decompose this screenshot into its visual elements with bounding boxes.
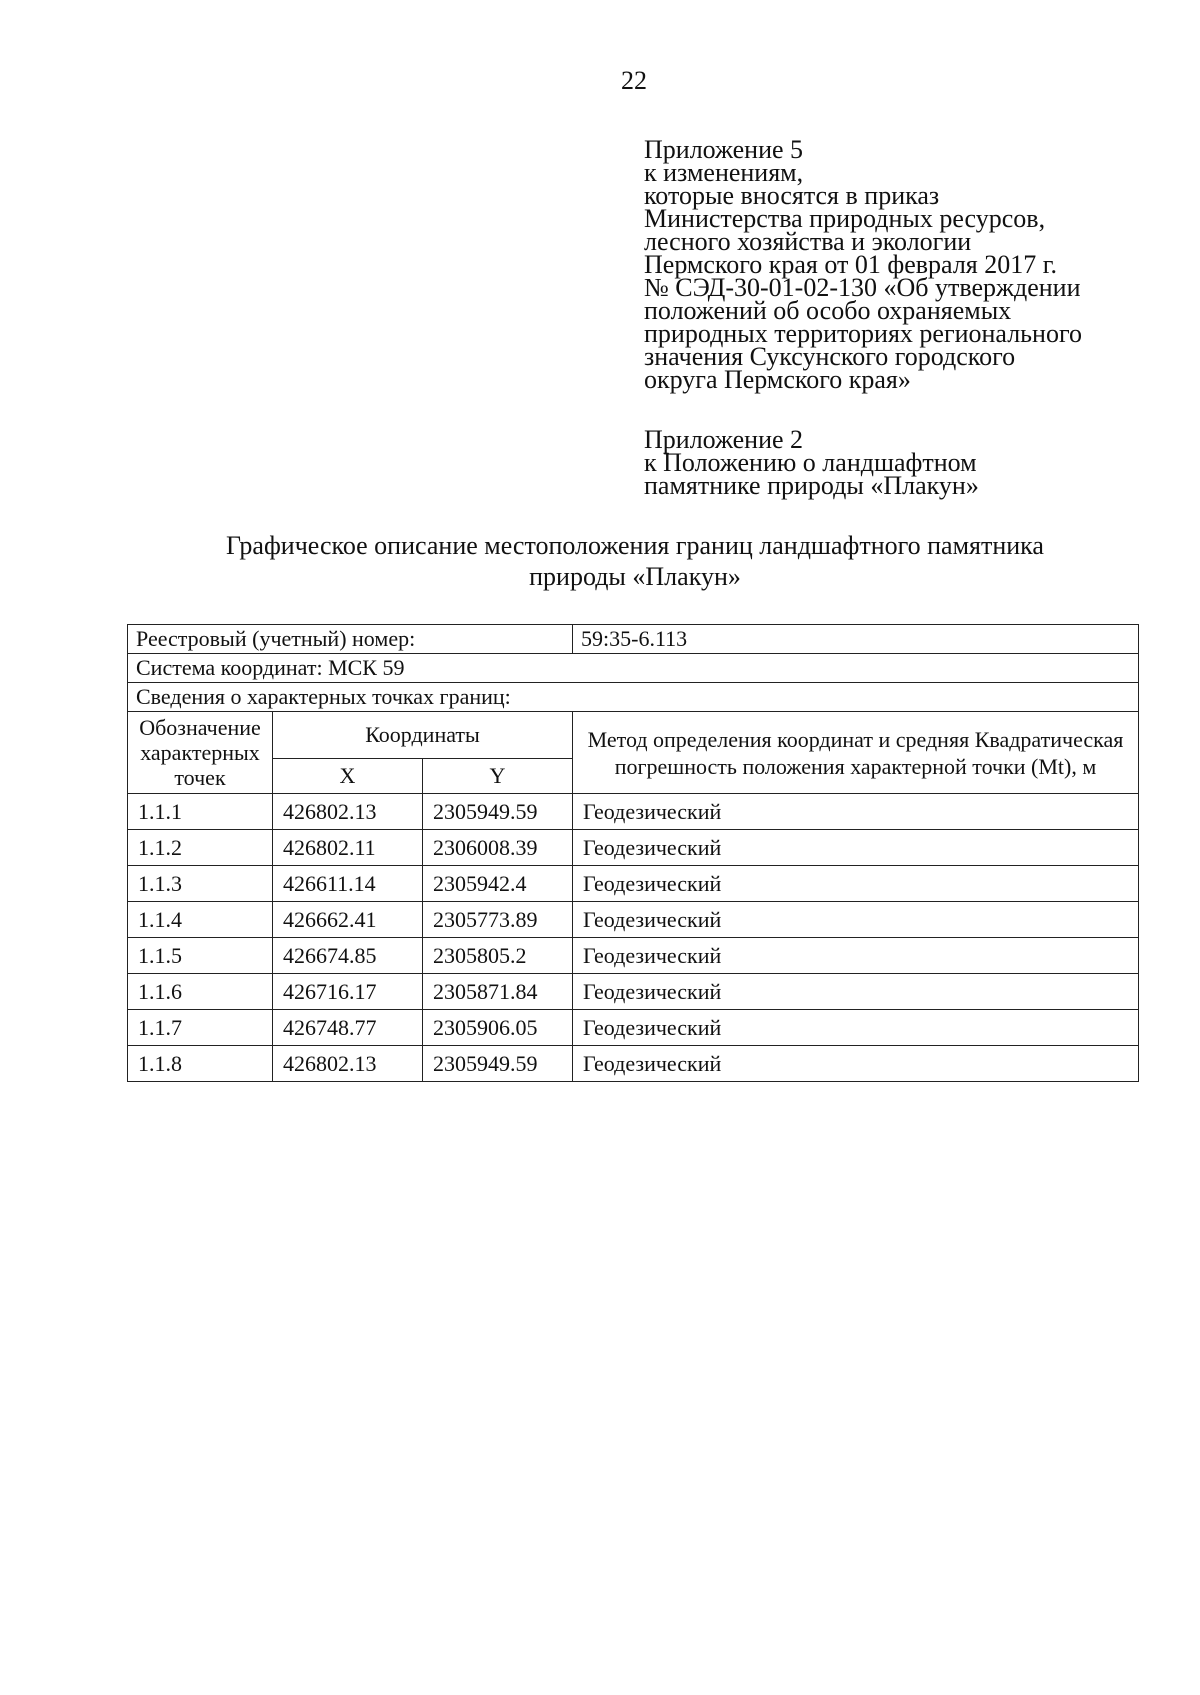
- y-cell: 2306008.39: [423, 830, 573, 866]
- table-row: [128, 1010, 1139, 1046]
- y-cell: 2305871.84: [423, 974, 573, 1010]
- point-cell: 1.1.2: [128, 830, 273, 866]
- method-cell: Геодезический: [573, 974, 1139, 1010]
- coord-system-row: [128, 654, 1139, 683]
- table-row: [128, 866, 1139, 902]
- x-cell: 426802.13: [273, 1046, 423, 1082]
- point-cell: 1.1.7: [128, 1010, 273, 1046]
- coord-system-label: Система координат: МСК 59: [128, 654, 1139, 683]
- x-cell: 426802.13: [273, 794, 423, 830]
- point-cell: 1.1.5: [128, 938, 273, 974]
- x-cell: 426611.14: [273, 866, 423, 902]
- table-row: [128, 1046, 1139, 1082]
- appendix-5-line: Пермского края от 01 февраля 2017 г.: [644, 250, 1057, 279]
- method-cell: Геодезический: [573, 902, 1139, 938]
- point-cell: 1.1.6: [128, 974, 273, 1010]
- x-cell: 426716.17: [273, 974, 423, 1010]
- appendix-5-line: значения Суксунского городского: [644, 342, 1016, 371]
- table-header-row: [128, 712, 1139, 759]
- method-column-header: Метод определения координат и средняя Квадратическая погрешность положения характерной точки (Mt), м: [573, 712, 1139, 794]
- registry-row: [128, 625, 1139, 654]
- table-row: [128, 974, 1139, 1010]
- y-cell: 2305949.59: [423, 1046, 573, 1082]
- appendix-5-line: № СЭД-30-01-02-130 «Об утверждении: [644, 273, 1081, 302]
- document-title: [130, 530, 1140, 592]
- points-info-label: Сведения о характерных точках границ:: [128, 683, 1139, 712]
- appendix-2-line: памятнике природы «Плакун»: [644, 471, 979, 500]
- y-cell: 2305906.05: [423, 1010, 573, 1046]
- table-row: [128, 830, 1139, 866]
- y-cell: 2305942.4: [423, 866, 573, 902]
- method-cell: Геодезический: [573, 938, 1139, 974]
- method-cell: Геодезический: [573, 866, 1139, 902]
- registry-value: 59:35-6.113: [573, 625, 1139, 654]
- x-cell: 426748.77: [273, 1010, 423, 1046]
- document-title-line: Графическое описание местоположения границ ландшафтного памятника: [226, 531, 1044, 560]
- x-cell: 426662.41: [273, 902, 423, 938]
- x-cell: 426674.85: [273, 938, 423, 974]
- appendix-2-line: к Положению о ландшафтном: [644, 448, 977, 477]
- appendix-5-line: Приложение 5: [644, 135, 804, 164]
- registry-label: Реестровый (учетный) номер:: [128, 625, 573, 654]
- appendix-5-line: которые вносятся в приказ: [644, 181, 940, 210]
- y-cell: 2305773.89: [423, 902, 573, 938]
- coordinates-column-header: Координаты: [273, 712, 573, 759]
- appendix-5-line: природных территориях регионального: [644, 319, 1082, 348]
- document-title-line: природы «Плакун»: [529, 562, 741, 591]
- appendix-5-line: Министерства природных ресурсов,: [644, 204, 1046, 233]
- appendix-2-line: Приложение 2: [644, 425, 804, 454]
- appendix-5-line: лесного хозяйства и экологии: [644, 227, 972, 256]
- method-cell: Геодезический: [573, 830, 1139, 866]
- method-cell: Геодезический: [573, 794, 1139, 830]
- y-column-header: Y: [423, 759, 573, 794]
- points-info-row: [128, 683, 1139, 712]
- point-cell: 1.1.8: [128, 1046, 273, 1082]
- x-column-header: X: [273, 759, 423, 794]
- appendix-5-line: к изменениям,: [644, 158, 804, 187]
- appendix-5-block: [644, 135, 1184, 394]
- point-cell: 1.1.4: [128, 902, 273, 938]
- point-cell: 1.1.1: [128, 794, 273, 830]
- x-cell: 426802.11: [273, 830, 423, 866]
- boundary-points-table: [127, 624, 1139, 1082]
- point-cell: 1.1.3: [128, 866, 273, 902]
- table-row: [128, 902, 1139, 938]
- table-row: [128, 938, 1139, 974]
- page-number: 22: [621, 66, 647, 95]
- y-cell: 2305949.59: [423, 794, 573, 830]
- appendix-5-line: округа Пермского края»: [644, 365, 911, 394]
- y-cell: 2305805.2: [423, 938, 573, 974]
- point-column-header: Обозначение характерных точек: [128, 712, 273, 794]
- method-cell: Геодезический: [573, 1046, 1139, 1082]
- table-row: [128, 794, 1139, 830]
- method-cell: Геодезический: [573, 1010, 1139, 1046]
- appendix-2-block: [644, 425, 1184, 500]
- appendix-5-line: положений об особо охраняемых: [644, 296, 1012, 325]
